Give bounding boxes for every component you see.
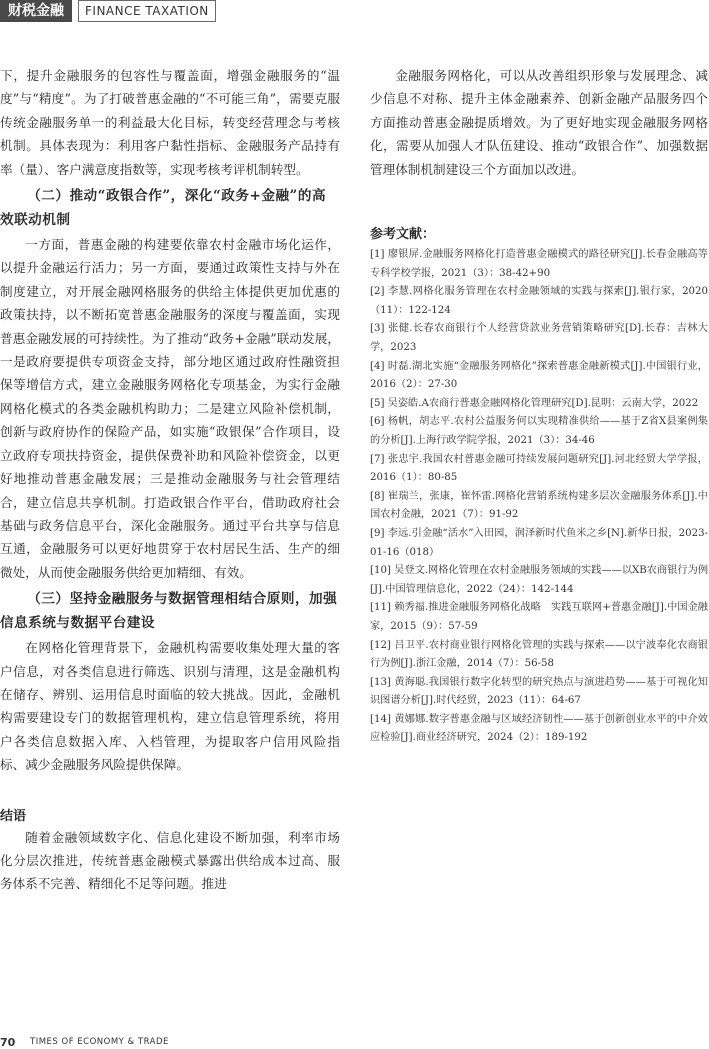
section-heading: （三）坚持金融服务与数据管理相结合原则，加强信息系统与数据平台建设 xyxy=(0,591,338,632)
paragraph: 下，提升金融服务的包容性与覆盖面，增强金融服务的“温度”与“精度”。为了打破普惠金融的“不可能三角”，需要克服传统金融服务单一的利益最大化目标，转变经营理念与考核机制。具体表现为：利用客户黏性指标、金融服务产品持有率（量）、客户满意度指数等，实现考核考评机制转型。 xyxy=(0,68,340,177)
left-column xyxy=(0,64,340,896)
paragraph: 在网格化管理背景下，金融机构需要收集处理大量的客户信息，对各类信息进行筛选、识别与清理，这是金融机构在储存、辨别、运用信息时面临的较大挑战。因此，金融机构需要建设专门的数据管理机构，建立信息管理系统，将用户各类信息数据入库、入档管理，为提取客户信用风险指标、减少金融服务风险提供保障。 xyxy=(0,640,340,773)
section-label-en: FINANCE TAXATION xyxy=(78,0,216,22)
reference-item: [10] 吴登文.网格化管理在农村金融服务领域的实践——以XB农商银行为例[J].中国管理信息化，2022（24）：142-144 xyxy=(370,565,708,595)
reference-item: [14] 黄娜娜.数字普惠金融与区域经济韧性——基于创新创业水平的中介效应检验[J].商业经济研究，2024（2）：189-192 xyxy=(370,713,708,744)
reference-item: [9] 李远.引金融“活水”入田园，润泽新时代鱼米之乡[N].新华日报，2023-01-16（018） xyxy=(370,527,708,558)
page-number: 70 xyxy=(0,1036,16,1049)
section-label: 财税金融 xyxy=(0,0,72,22)
paragraph: 一方面，普惠金融的构建要依靠农村金融市场化运作，以提升金融运行活力；另一方面，要通过政策性支持与外在制度建立，对开展金融网格服务的供给主体提供更加优惠的政策扶持，以不断拓宽普惠金融服务的深度与覆盖面，实现普惠金融发展的可持续性。为了推动“政务+金融”联动发展，一是政府要提供专项资金支持，部分地区通过政府性融资担保等增信方式，建立金融服务网格化专项基金，为实行金融网格化模式的各类金融机构助力；二是建立风险补偿机制，创新与政府协作的保险产品，如实施“政银保”合作项目，设立政府专项扶持资金，提供保费补助和风险补偿资金，以更好地推动普惠金融发展；三是推动金融服务与社会管理结合，建立信息共享机制。打造政银合作平台，借助政府社会基础与政务信息平台，深化金融服务。通过平台共享与信息互通，金融服务可以更好地贯穿于农村居民生活、生产的细微处，从而使金融服务供给更加精细、有效。 xyxy=(0,237,340,580)
reference-item: [2] 李慧.网格化服务管理在农村金融领域的实践与探索[J].银行家，2020（11）：122-124 xyxy=(370,286,708,316)
reference-item: [4] 时磊.湖北实施“金融服务网格化”探索普惠金融新模式[J].中国银行业，2016（2）：27-30 xyxy=(370,360,708,391)
reference-item: [13] 黄海聪.我国银行数字化转型的研究热点与演进趋势——基于可视化知识图谱分析[J].时代经贸，2023（11）：64-67 xyxy=(370,676,708,707)
reference-item: [8] 崔瑞兰，张康，崔怀雷.网格化营销系统构建多层次金融服务体系[J].中国农村金融，2021（7）：91-92 xyxy=(370,490,708,521)
right-column xyxy=(370,64,708,748)
reference-list xyxy=(370,246,708,748)
paragraph: 金融服务网格化，可以从改善组织形象与发展理念、减少信息不对称、提升主体金融素养、创新金融产品服务四个方面推动普惠金融提质增效。为了更好地实现金融服务网格化，需要从加强人才队伍建设、推动“政银合作”、加强数据管理体制机制建设三个方面加以改进。 xyxy=(370,68,708,177)
paragraph: 随着金融领域数字化、信息化建设不断加强，利率市场化分层次推进，传统普惠金融模式暴露出供给成本过高、服务体系不完善、精细化不足等问题。推进 xyxy=(0,829,340,892)
reference-item: [6] 杨帆，胡志平.农村公益服务何以实现精准供给——基于Z省X县案例集的分析[J].上海行政学院学报，2021（3）：34-46 xyxy=(370,416,708,446)
reference-item: [3] 张健.长春农商银行个人经营贷款业务营销策略研究[D].长春：吉林大学，2023 xyxy=(370,323,708,353)
reference-item: [11] 赖秀福.推进金融服务网格化战略 实践互联网+普惠金融[J].中国金融家，2015（9）：57-59 xyxy=(370,602,708,632)
references-heading: 参考文献： xyxy=(370,227,436,243)
reference-item: [12] 吕卫平.农村商业银行网格化管理的实践与探索——以宁波奉化农商银行为例[J].浙江金融，2014（7）：56-58 xyxy=(370,639,708,670)
reference-item: [7] 张忠宇.我国农村普惠金融可持续发展问题研究[J].河北经贸大学学报，2016（1）：80-85 xyxy=(370,453,708,484)
reference-item: [1] 廖银屏.金融服务网格化打造普惠金融模式的路径研究[J].长春金融高等专科学校学报，2021（3）：38-42+90 xyxy=(370,249,708,279)
publication-name: TIMES OF ECONOMY & TRADE xyxy=(30,1037,169,1047)
reference-item: [5] 吴姿皓.A农商行普惠金融网格化管理研究[D].昆明：云南大学，2022 xyxy=(370,397,699,409)
section-heading: （二）推动“政银合作”，深化“政务+金融”的高效联动机制 xyxy=(0,188,327,229)
conclusion-heading: 结语 xyxy=(0,808,27,824)
